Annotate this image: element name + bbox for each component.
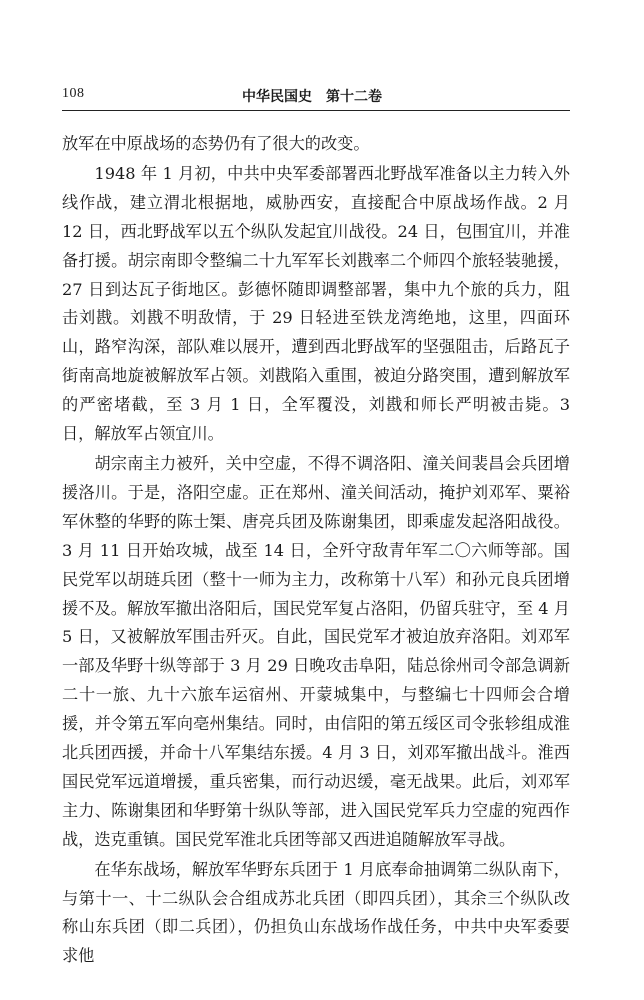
paragraph-yichuan-campaign: 1948 年 1 月初，中共中央军委部署西北野战军准备以主力转入外线作战，建立渭北根据地，威胁西安，直接配合中原战场作战。2 月 12 日，西北野战军以五个纵队发起宜川战役。24 日，包围宜川，并准备打援。胡宗南即令整编二十九军军长刘戡率二个师四个旅轻装驰援，27 日到达瓦子街地区。彭德怀随即调整部署，集中九个旅的兵力，阻击刘戡。刘戡不明敌情，于 29 日轻进至铁龙湾绝地，这里，四面环山，路窄沟深，部队难以展开，遭到西北野战军的坚强阻击，后路瓦子街南高地旋被解放军占领。刘戡陷入重围，被迫分路突围，遭到解放军的严密堵截，至 3 月 1 日，全军覆没，刘戡和师长严明被击毙。3 日，解放军占领宜川。 xyxy=(62,163,570,444)
paragraph-luoyang-campaign: 胡宗南主力被歼，关中空虚，不得不调洛阳、潼关间裴昌会兵团增援洛川。于是，洛阳空虚。正在郑州、潼关间活动，掩护刘邓军、粟裕军休整的华野的陈士榘、唐亮兵团及陈谢集团，即乘虚发起洛阳战役。3 月 11 日开始攻城，战至 14 日，全歼守敌青年军二〇六师等部。国民党军以胡琏兵团（整十一师为主力，改称第十八军）和孙元良兵团增援不及。解放军撤出洛阳后，国民党军复占洛阳，仍留兵驻守，至 4 月 5 日，又被解放军围击歼灭。自此，国民党军才被迫放弃洛阳。刘邓军一部及华野十纵等部于 3 月 29 日晚攻击阜阳，陆总徐州司令部急调新二十一旅、九十六旅车运宿州、开蒙城集中，与整编七十四师会合增援，并令第五军向亳州集结。同时，由信阳的第五绥区司令张轸组成淮北兵团西援，并命十八军集结东援。4 月 3 日，刘邓军撤出战斗。淮西国民党军远道增援，重兵密集，而行动迟缓，毫无战果。此后，刘邓军主力、陈谢集团和华野第十纵队等部，进入国民党军兵力空虚的宛西作战，迭克重镇。国民党军淮北兵团等部又西进追随解放军寻战。 xyxy=(62,453,570,849)
running-title: 中华民国史 第十二卷 xyxy=(242,89,382,105)
header-rule xyxy=(62,110,570,111)
paragraph-east-china-front: 在华东战场，解放军华野东兵团于 1 月底奉命抽调第二纵队南下，与第十一、十二纵队会合组成苏北兵团（即四兵团），其余三个纵队改称山东兵团（即二兵团），仍担负山东战场作战任务，中共中央军委要求他 xyxy=(62,859,570,966)
body-text xyxy=(62,130,570,972)
paragraph-continuation: 放军在中原战场的态势仍有了很大的改变。 xyxy=(62,134,370,153)
page-number: 108 xyxy=(62,86,85,101)
page-header xyxy=(62,86,570,122)
